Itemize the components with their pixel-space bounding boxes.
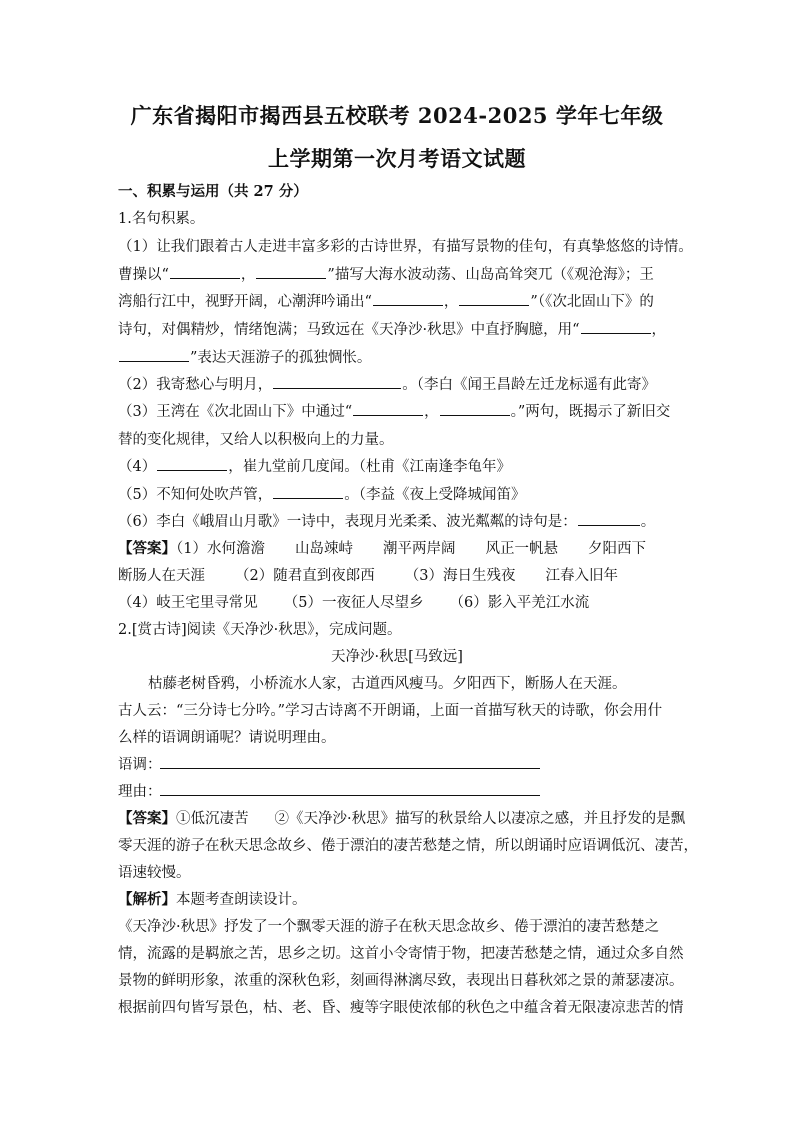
text: ， bbox=[240, 267, 256, 283]
analysis-tag: 【解析】 bbox=[118, 891, 176, 908]
blank-1[interactable] bbox=[170, 264, 240, 280]
text: ”（《次北固山下》的 bbox=[530, 294, 654, 310]
poem-title: 天净沙·秋思[马致远] bbox=[331, 649, 463, 665]
section-heading: 一、积累与运用（共 27 分） bbox=[118, 183, 308, 200]
analysis-intro: 本题考查朗读设计。 bbox=[176, 892, 307, 908]
blank-2[interactable] bbox=[256, 264, 326, 280]
answer-item: （4）岐王宅里寻常见 bbox=[118, 595, 258, 611]
q2-prompt-line1: 古人云：“三分诗七分吟。”学习古诗离不开朗诵，上面一首描写秋天的诗歌，你会用什 bbox=[118, 703, 663, 719]
poem-body: 枯藤老树昏鸦，小桥流水人家，古道西风瘦马。夕阳西下，断肠人在天涯。 bbox=[148, 676, 627, 692]
q1-part1-line2 bbox=[118, 263, 654, 284]
answer-item: 风正一帆悬 bbox=[485, 541, 558, 557]
q2-analysis-line0 bbox=[118, 888, 307, 909]
text: ，崔九堂前几度闻。（杜甫《江南逢李龟年》 bbox=[228, 459, 511, 475]
text: （6）李白《峨眉山月歌》一诗中，表现月光柔柔、波光粼粼的诗句是： bbox=[118, 514, 577, 530]
reason-label: 理由： bbox=[118, 784, 162, 800]
text: （4） bbox=[118, 459, 157, 475]
reason-answer-line[interactable] bbox=[160, 795, 540, 796]
q2-answer-line2: 零天涯的游子在秋天思念故乡、倦于漂泊的凄苦愁楚之情，所以朗诵时应语调低沉、凄苦， bbox=[118, 838, 698, 854]
blank-7[interactable] bbox=[273, 374, 401, 390]
text: （2）我寄愁心与明月， bbox=[118, 377, 273, 393]
text: 湾船行江中，视野开阔，心潮湃吟诵出“ bbox=[118, 294, 372, 310]
q1-part1-line3 bbox=[118, 290, 654, 311]
q1-answer-line2 bbox=[118, 564, 618, 585]
q1-part6 bbox=[118, 510, 655, 531]
answer-item: ②《天净沙·秋思》描写的秋景给人以凄凉之感，并且抒发的是飘 bbox=[274, 811, 686, 827]
q1-answer-line3 bbox=[118, 591, 589, 612]
answer-item: （6）影入平羌江水流 bbox=[449, 595, 590, 611]
q1-part3-line1 bbox=[118, 400, 670, 421]
blank-12[interactable] bbox=[578, 511, 640, 527]
q1-part5 bbox=[118, 483, 525, 504]
text: ”表达天涯游子的孤独惆怅。 bbox=[190, 350, 372, 366]
q2-analysis-line1: 《天净沙·秋思》抒发了一个飘零天涯的游子在秋天思念故乡、倦于漂泊的凄苦愁楚之 bbox=[118, 919, 660, 935]
blank-3[interactable] bbox=[373, 291, 443, 307]
text: 曹操以“ bbox=[118, 267, 169, 283]
text: （5）不知何处吹芦管， bbox=[118, 487, 273, 503]
blank-10[interactable] bbox=[157, 456, 227, 472]
answer-item: （5）一夜征人尽望乡 bbox=[283, 595, 424, 611]
answer-item: （2）随君直到夜郎西 bbox=[235, 568, 375, 584]
text: ， bbox=[443, 294, 459, 310]
q2-prompt-line2: 么样的语调朗诵呢？请说明理由。 bbox=[118, 730, 336, 746]
answer-item: 断肠人在天涯 bbox=[118, 568, 205, 584]
answer-tag: 【答案】 bbox=[118, 540, 176, 557]
q1-answer-line1 bbox=[118, 537, 646, 558]
question-2-label: 2.[赏古诗]阅读《天净沙·秋思》，完成问题。 bbox=[118, 622, 402, 638]
answer-item: （3）海日生残夜 bbox=[404, 568, 516, 584]
text: 。 bbox=[640, 514, 656, 530]
answer-item: 潮平两岸阔 bbox=[382, 541, 456, 557]
q2-answer-line3: 语速较慢。 bbox=[118, 865, 191, 881]
page-title-line1: 广东省揭阳市揭西县五校联考 2024-2025 学年七年级 bbox=[130, 103, 664, 128]
tone-label: 语调： bbox=[118, 757, 162, 773]
blank-6[interactable] bbox=[119, 347, 189, 363]
text: 诗句，对偶精炒，情绪饱满；马致远在《天净沙·秋思》中直抒胸臆，用“ bbox=[118, 322, 580, 338]
q1-part4 bbox=[118, 455, 511, 476]
q1-part1-text-a: （1）让我们跟着古人走进丰富多彩的古诗世界，有描写景物的佳句，有真挚悠悠的诗情。 bbox=[118, 239, 693, 255]
blank-5[interactable] bbox=[581, 319, 651, 335]
q2-analysis-line4: 根据前四句皆写景色，枯、老、昏、瘦等字眼使浓郁的秋色之中蕴含着无限凄凉悲苦的情 bbox=[118, 1000, 684, 1016]
q1-part1-line4 bbox=[118, 318, 666, 339]
q2-answer-line1 bbox=[118, 807, 685, 828]
text: 。”两句，既揭示了新旧交 bbox=[510, 404, 671, 420]
tone-answer-line[interactable] bbox=[160, 768, 540, 769]
text: ， bbox=[424, 404, 439, 420]
q1-part1-line5 bbox=[118, 346, 371, 367]
answer-item: （1）水何澹澹 bbox=[176, 541, 265, 557]
blank-8[interactable] bbox=[353, 401, 423, 417]
text: ”描写大海水波动荡、山岛高耸突兀（《观沧海》；王 bbox=[327, 267, 654, 283]
q1-part1-line1 bbox=[118, 235, 693, 256]
q1-part2 bbox=[118, 373, 656, 394]
question-1-label: 1.名句积累。 bbox=[118, 211, 205, 227]
blank-11[interactable] bbox=[273, 484, 343, 500]
text: 。（李白《闻王昌龄左迁龙标遥有此寄》 bbox=[402, 377, 656, 393]
page-title-line2: 上学期第一次月考语文试题 bbox=[268, 146, 526, 171]
answer-item: 江春入旧年 bbox=[545, 568, 618, 584]
answer-tag: 【答案】 bbox=[118, 810, 176, 827]
text: （3）王湾在《次北固山下》中通过“ bbox=[118, 404, 353, 420]
blank-9[interactable] bbox=[440, 401, 510, 417]
text: ， bbox=[651, 322, 667, 338]
answer-item: 夕阳西下 bbox=[587, 541, 646, 557]
q1-part3-line2: 替的变化规律，又给人以积极向上的力量。 bbox=[118, 432, 394, 448]
q2-analysis-line3: 景物的鲜明形象，浓重的深秋色彩，刻画得淋漓尽致，表现出日暮秋郊之景的萧瑟凄凉。 bbox=[118, 973, 684, 989]
text: 。（李益《夜上受降城闻笛》 bbox=[344, 487, 526, 503]
q2-analysis-line2: 情，流露的是羁旅之苦，思乡之切。这首小令寄情于物，把凄苦愁楚之情，通过众多自然 bbox=[118, 946, 684, 962]
answer-item: 山岛竦峙 bbox=[294, 541, 353, 557]
blank-4[interactable] bbox=[459, 291, 529, 307]
answer-item: ①低沉凄苦 bbox=[176, 811, 249, 827]
